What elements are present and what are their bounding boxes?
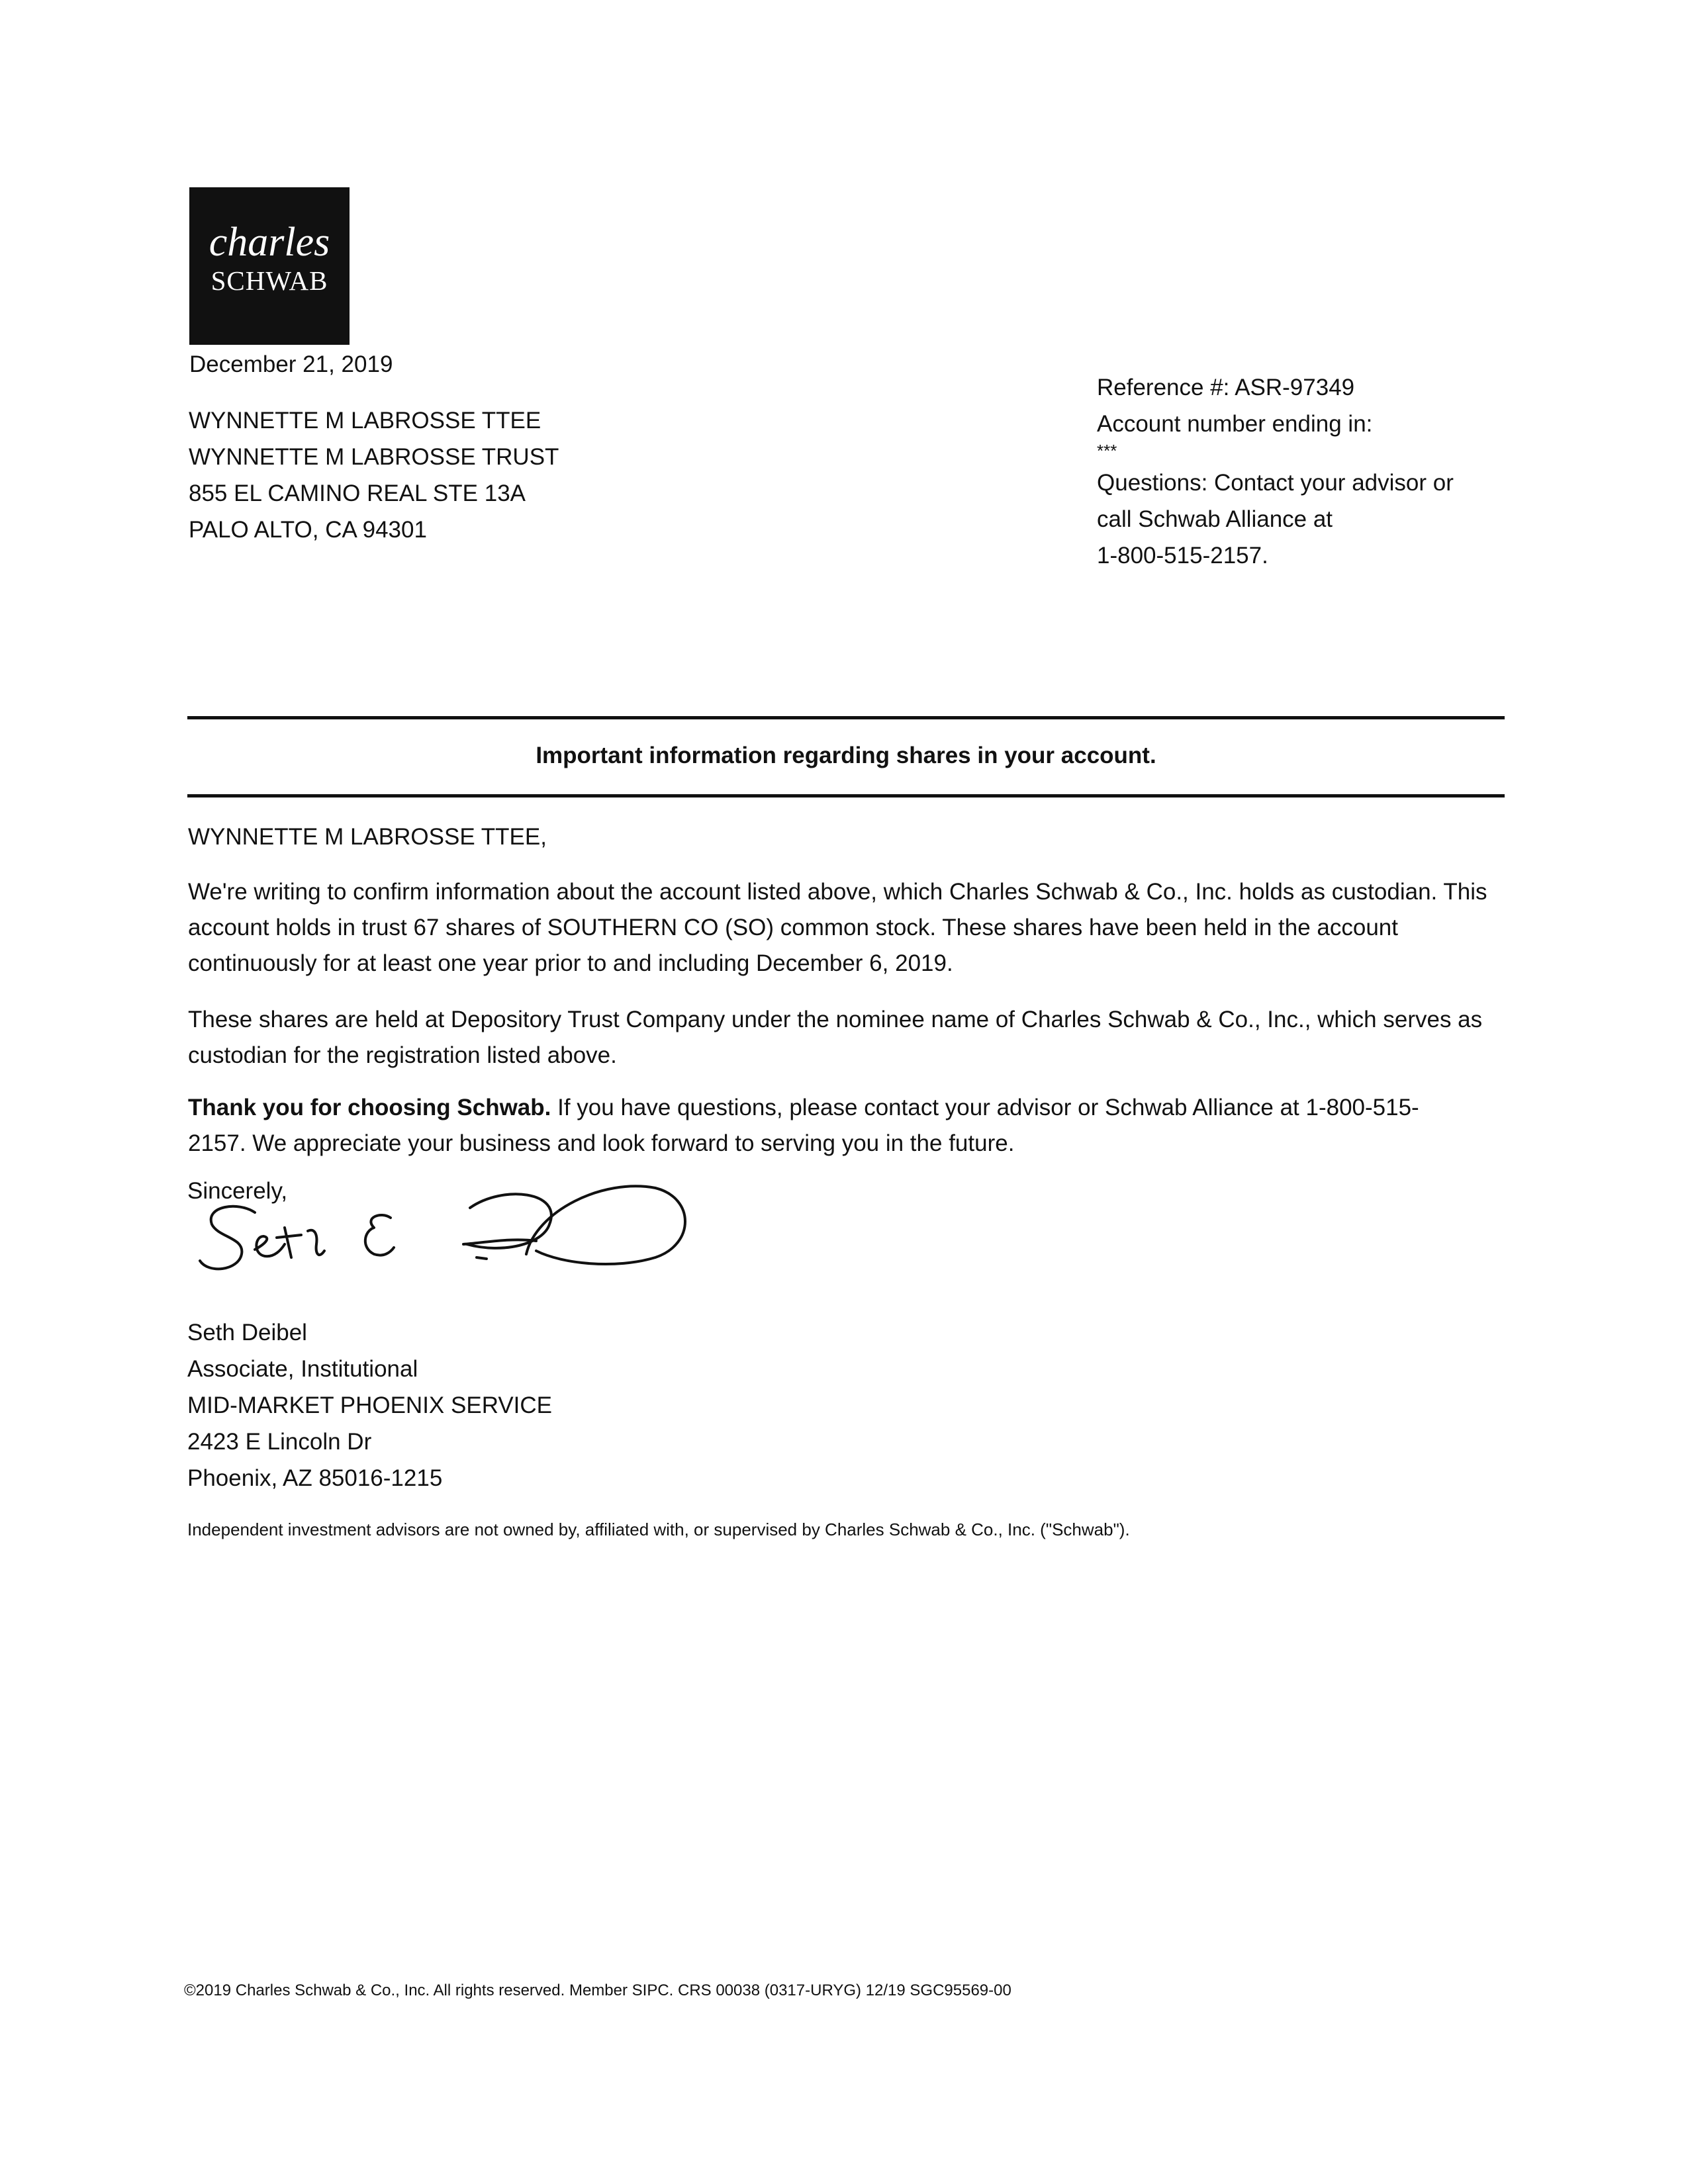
charles-schwab-logo <box>189 187 350 345</box>
recipient-line: WYNNETTE M LABROSSE TRUST <box>189 444 559 470</box>
signer-street: 2423 E Lincoln Dr <box>187 1429 372 1455</box>
recipient-line: WYNNETTE M LABROSSE TTEE <box>189 408 541 433</box>
logo-line-2: SCHWAB <box>211 265 328 296</box>
reference-block <box>1097 369 1454 574</box>
body-paragraph-2: These shares are held at Depository Trust Company under the nominee name of Charles Schwab & Co., Inc., which serves as custodian for the registration listed above. <box>188 1007 1483 1068</box>
salutation: WYNNETTE M LABROSSE TTEE, <box>188 824 547 850</box>
copyright-footer: ©2019 Charles Schwab & Co., Inc. All rights reserved. Member SIPC. CRS 00038 (0317-URYG) 12/19 SGC95569-00 <box>184 1981 1011 1999</box>
body-paragraph-1: We're writing to confirm information about the account listed above, which Charles Schwab & Co., Inc. holds as custodian. This account holds in trust 67 shares of SOUTHERN CO (SO) common stock. These shares have been held in the account continuously for at least one year prior to and including December 6, 2019. <box>188 879 1487 976</box>
handwritten-signature <box>192 1171 708 1291</box>
recipient-line: 855 EL CAMINO REAL STE 13A <box>189 480 526 506</box>
signer-title: Associate, Institutional <box>187 1356 418 1382</box>
questions-line: 1-800-515-2157. <box>1097 543 1268 569</box>
thank-you-text: Thank you for choosing Schwab. <box>188 1095 551 1120</box>
recipient-line: PALO ALTO, CA 94301 <box>189 517 427 543</box>
section-heading: Important information regarding shares in your account. <box>536 743 1156 768</box>
reference-number: Reference #: ASR-97349 <box>1097 375 1355 400</box>
top-rule <box>187 716 1505 719</box>
signer-department: MID-MARKET PHOENIX SERVICE <box>187 1392 553 1418</box>
questions-line: Questions: Contact your advisor or <box>1097 470 1454 496</box>
questions-line: call Schwab Alliance at <box>1097 506 1333 532</box>
closing: Sincerely, <box>187 1178 288 1204</box>
closing-text: If you have questions, please contact your advisor or Schwab Alliance at 1-800-515-2157. We appreciate your business and look forward to serving you in the future. <box>188 1095 1419 1156</box>
disclaimer: Independent investment advisors are not owned by, affiliated with, or supervised by Charles Schwab & Co., Inc. ("Schwab"). <box>187 1520 1130 1539</box>
account-number-value: *** <box>1097 441 1117 461</box>
signer-city: Phoenix, AZ 85016-1215 <box>187 1465 443 1491</box>
signer-name: Seth Deibel <box>187 1320 307 1345</box>
body-paragraph-3 <box>188 1090 1446 1161</box>
bottom-rule <box>187 794 1505 797</box>
recipient-address <box>189 402 559 548</box>
signer-block <box>187 1314 552 1496</box>
logo-line-1: charles <box>209 220 330 265</box>
account-number-label: Account number ending in: <box>1097 411 1373 437</box>
letter-date: December 21, 2019 <box>189 351 393 377</box>
